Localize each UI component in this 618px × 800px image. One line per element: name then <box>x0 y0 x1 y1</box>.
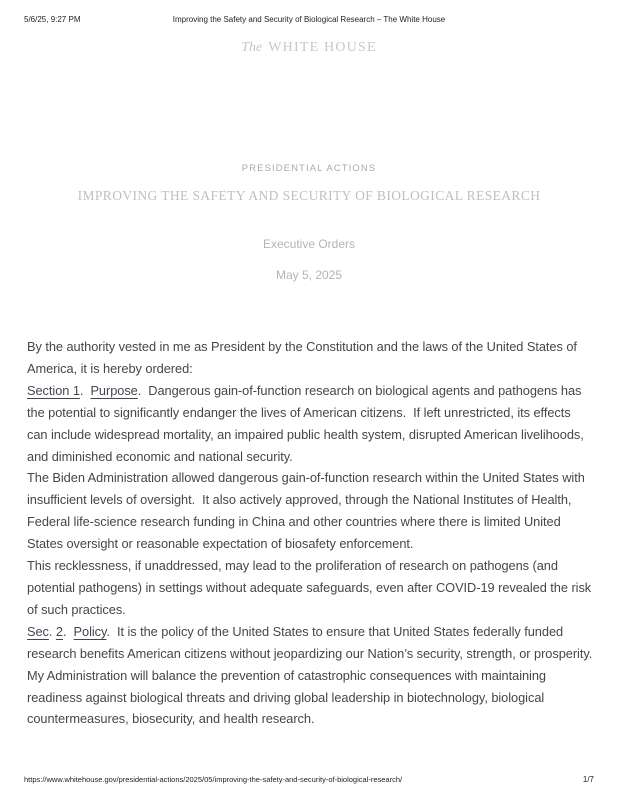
print-header-title: Improving the Safety and Security of Biological Research – The White House <box>172 15 446 24</box>
article-title: IMPROVING THE SAFETY AND SECURITY OF BIOLOGICAL RESEARCH <box>77 188 541 203</box>
underlined-run: Policy <box>73 623 107 639</box>
underlined-run: Purpose <box>90 382 138 398</box>
text-run: . Dangerous gain-of-function research on biological agents and pathogens has the potential to significantly endanger the lives of American citizens. If left unrestricted, its effects can include widespread mortality, an impaired public health system, disrupted American livelihoods, and diminished economic and national security. <box>27 382 588 464</box>
text-run: . <box>48 623 56 639</box>
print-timestamp: 5/6/25, 9:27 PM <box>24 15 81 24</box>
text-run: By the authority vested in me as President by the Constitution and the laws of the United States of America, it is hereby ordered: <box>27 339 580 376</box>
article-category: Executive Orders <box>262 237 356 251</box>
text-run: . It is the policy of the United States to ensure that United States federally funded research benefits American citizens without jeopardizing our Nation’s security, strength, or prosperity. My Administration will balance the prevention of catastrophic consequences with maintaining readiness against biological threats and driving global leadership in biotechnology, biological countermeasures, biosecurity, and health research. <box>27 623 600 727</box>
article-date: May 5, 2025 <box>275 268 343 282</box>
print-footer-url: https://www.whitehouse.gov/presidential-actions/2025/05/improving-the-safety-and-security-of-biological-research/ <box>24 775 403 784</box>
presidential-actions-label: PRESIDENTIAL ACTIONS <box>241 163 377 174</box>
text-run: . <box>63 623 74 639</box>
paragraph <box>27 380 593 468</box>
paragraph <box>27 467 593 555</box>
logo-wordmark: WHITE HOUSE <box>268 40 377 55</box>
article-body <box>27 336 600 730</box>
paragraph <box>27 336 593 380</box>
text-run: This recklessness, if unaddressed, may lead to the proliferation of research on pathogens (and potential pathogens) in settings without adequate safeguards, even after COVID-19 revealed the risk of such practices. <box>27 558 595 617</box>
underlined-run: Sec <box>27 623 49 639</box>
text-run: . <box>79 382 91 398</box>
underlined-run: 2 <box>55 623 63 639</box>
print-footer-page-indicator: 1/7 <box>582 775 594 784</box>
paragraph <box>27 555 593 621</box>
paragraph <box>27 621 600 731</box>
whitehouse-logo <box>0 38 618 56</box>
text-run: The Biden Administration allowed dangerous gain-of-function research within the United States with insufficient levels of oversight. It also actively approved, through the National Institutes of Health, Federal life-science research funding in China and other countries where there is limited United States oversight or reasonable expectation of biosafety enforcement. <box>27 470 589 552</box>
underlined-run: Section 1 <box>27 382 80 398</box>
logo-the: The <box>241 40 263 55</box>
